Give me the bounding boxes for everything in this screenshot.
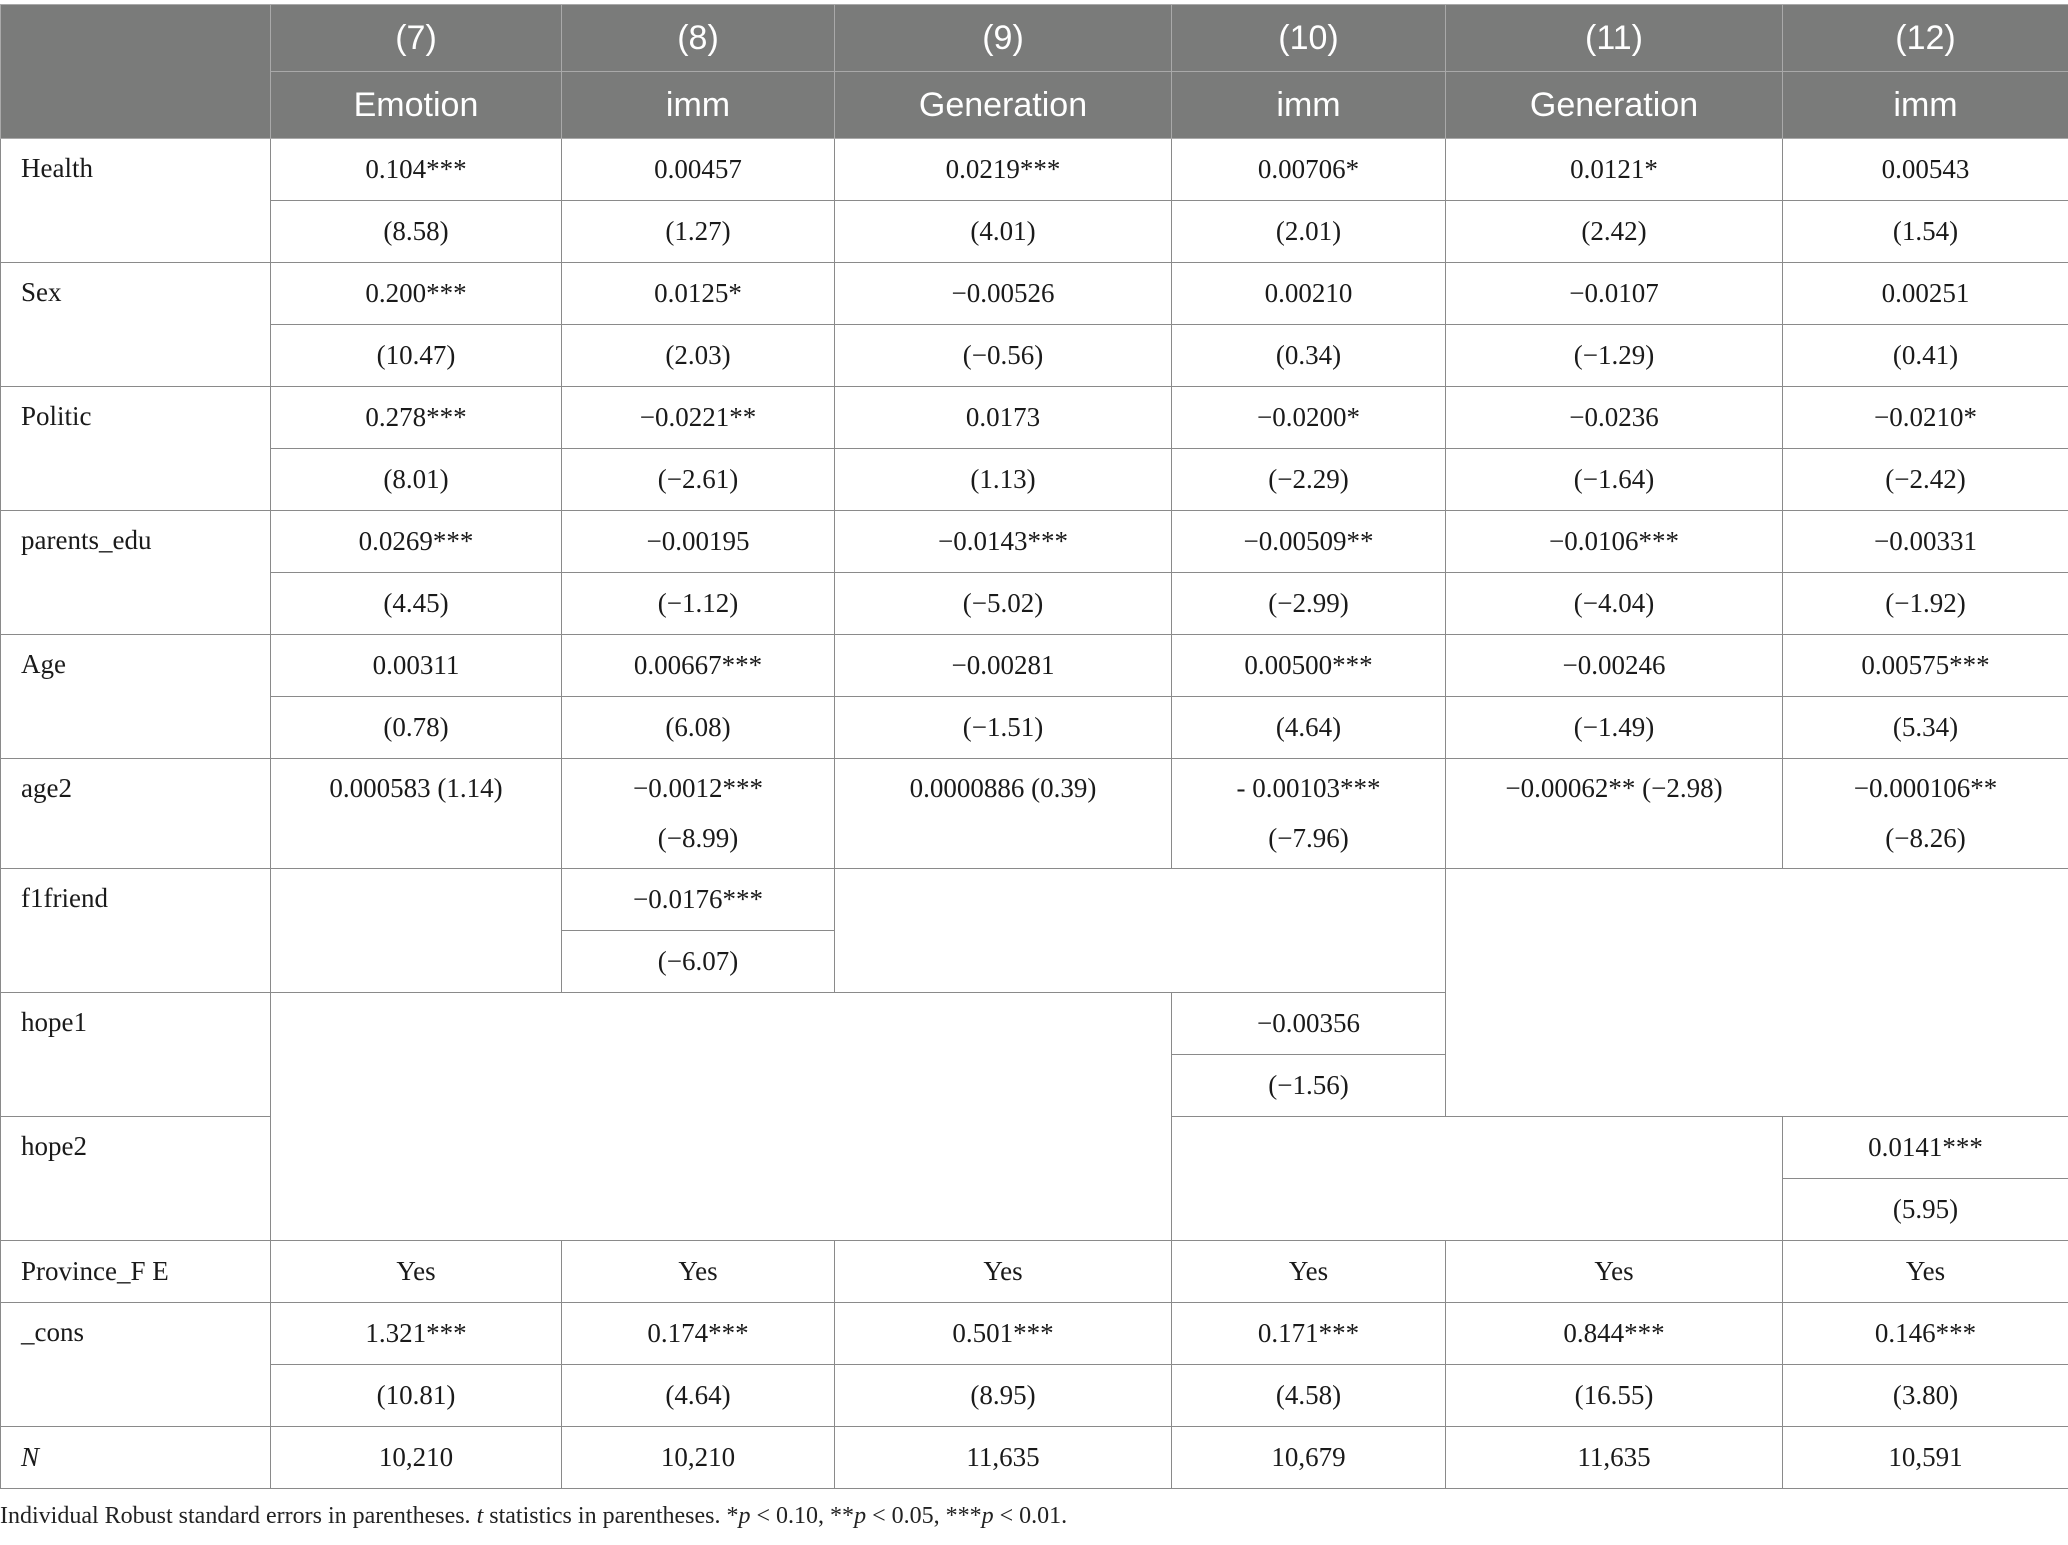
- fe-cell: Yes: [1172, 1241, 1446, 1303]
- coef-cell: 0.00543: [1783, 139, 2068, 201]
- col-number: (8): [562, 5, 835, 72]
- n-cell: 10,210: [562, 1427, 835, 1489]
- coef-cell: 0.0121*: [1446, 139, 1783, 201]
- table-row: [1, 1365, 2068, 1427]
- table-row: [1, 387, 2068, 449]
- coef-cell: 0.0219***: [835, 139, 1172, 201]
- empty-cell: [1172, 1117, 1783, 1241]
- empty-cell: [271, 993, 1172, 1241]
- coef-cell: 0.00575***: [1783, 635, 2068, 697]
- row-label: Province_F E: [1, 1241, 271, 1303]
- coef-cell: [562, 759, 835, 869]
- tstat-cell: (0.34): [1172, 325, 1446, 387]
- tstat-value: (−8.26): [1885, 823, 1966, 853]
- coef-cell: −0.00526: [835, 263, 1172, 325]
- coef-cell: 0.844***: [1446, 1303, 1783, 1365]
- fe-cell: Yes: [562, 1241, 835, 1303]
- table-row: [1, 263, 2068, 325]
- table-row: [1, 511, 2068, 573]
- n-cell: 10,210: [271, 1427, 562, 1489]
- coef-cell: 0.00667***: [562, 635, 835, 697]
- fe-cell: Yes: [1783, 1241, 2068, 1303]
- tstat-value: (−7.96): [1268, 823, 1349, 853]
- col-name: Emotion: [271, 72, 562, 139]
- tstat-cell: (4.58): [1172, 1365, 1446, 1427]
- row-label: N: [1, 1427, 271, 1489]
- col-number: (10): [1172, 5, 1446, 72]
- n-cell: 11,635: [1446, 1427, 1783, 1489]
- coef-cell: 0.171***: [1172, 1303, 1446, 1365]
- tstat-cell: (4.45): [271, 573, 562, 635]
- row-label: Age: [1, 635, 271, 759]
- tstat-cell: (−1.56): [1172, 1055, 1446, 1117]
- tstat-cell: (1.54): [1783, 201, 2068, 263]
- coef-cell: 0.501***: [835, 1303, 1172, 1365]
- row-label: Politic: [1, 387, 271, 511]
- coef-cell: 0.146***: [1783, 1303, 2068, 1365]
- tstat-cell: (8.95): [835, 1365, 1172, 1427]
- coef-cell: −0.00062** (−2.98): [1446, 759, 1783, 869]
- coef-cell: 0.174***: [562, 1303, 835, 1365]
- coef-cell: 0.0173: [835, 387, 1172, 449]
- tstat-cell: (−2.99): [1172, 573, 1446, 635]
- tstat-cell: (2.01): [1172, 201, 1446, 263]
- tstat-cell: (−4.04): [1446, 573, 1783, 635]
- table-row: [1, 573, 2068, 635]
- table-row: [1, 1427, 2068, 1489]
- coef-cell: 0.0141***: [1783, 1117, 2068, 1179]
- tstat-cell: (−2.29): [1172, 449, 1446, 511]
- header-row-names: [1, 72, 2068, 139]
- tstat-cell: (4.01): [835, 201, 1172, 263]
- tstat-cell: (−1.29): [1446, 325, 1783, 387]
- coef-cell: −0.0200*: [1172, 387, 1446, 449]
- row-label: f1friend: [1, 869, 271, 993]
- col-number: (7): [271, 5, 562, 72]
- empty-cell: [835, 869, 1446, 993]
- coef-cell: −0.00246: [1446, 635, 1783, 697]
- n-cell: 11,635: [835, 1427, 1172, 1489]
- coef-cell: 0.00706*: [1172, 139, 1446, 201]
- table-row: [1, 869, 2068, 931]
- row-label: Sex: [1, 263, 271, 387]
- tstat-cell: (0.41): [1783, 325, 2068, 387]
- coef-cell: −0.00509**: [1172, 511, 1446, 573]
- col-number: (12): [1783, 5, 2068, 72]
- coef-cell: −0.0221**: [562, 387, 835, 449]
- table-row: [1, 1241, 2068, 1303]
- coef-value: −0.0012***: [633, 773, 763, 803]
- regression-table: [0, 4, 2068, 1489]
- tstat-cell: (4.64): [1172, 697, 1446, 759]
- col-number: (11): [1446, 5, 1783, 72]
- coef-cell: 0.00457: [562, 139, 835, 201]
- coef-cell: −0.0143***: [835, 511, 1172, 573]
- table-footnote: [0, 1503, 2068, 1530]
- note-text: Individual Robust standard errors in parentheses.: [0, 1503, 477, 1529]
- tstat-cell: (0.78): [271, 697, 562, 759]
- tstat-cell: (8.58): [271, 201, 562, 263]
- tstat-cell: (−6.07): [562, 931, 835, 993]
- coef-value: −0.000106**: [1853, 773, 1998, 803]
- tstat-cell: (6.08): [562, 697, 835, 759]
- note-italic: p: [981, 1503, 994, 1529]
- tstat-cell: (−0.56): [835, 325, 1172, 387]
- tstat-cell: (10.81): [271, 1365, 562, 1427]
- note-text: statistics in parentheses. *: [483, 1503, 739, 1529]
- header-corner: [1, 5, 271, 139]
- row-label: hope1: [1, 993, 271, 1117]
- coef-value: - 0.00103***: [1236, 773, 1381, 803]
- row-label: _cons: [1, 1303, 271, 1427]
- tstat-cell: (2.03): [562, 325, 835, 387]
- coef-cell: −0.0210*: [1783, 387, 2068, 449]
- tstat-cell: (5.95): [1783, 1179, 2068, 1241]
- note-italic: p: [854, 1503, 867, 1529]
- coef-cell: [1172, 759, 1446, 869]
- coef-cell: −0.00281: [835, 635, 1172, 697]
- coef-cell: 0.00210: [1172, 263, 1446, 325]
- tstat-cell: (10.47): [271, 325, 562, 387]
- coef-cell: 0.00500***: [1172, 635, 1446, 697]
- tstat-cell: (−1.51): [835, 697, 1172, 759]
- coef-cell: −0.0236: [1446, 387, 1783, 449]
- tstat-cell: (2.42): [1446, 201, 1783, 263]
- tstat-cell: (1.27): [562, 201, 835, 263]
- row-label: age2: [1, 759, 271, 869]
- coef-cell: [1783, 759, 2068, 869]
- table-row: [1, 697, 2068, 759]
- tstat-value: (−8.99): [657, 823, 739, 853]
- note-text: < 0.01.: [993, 1503, 1068, 1529]
- col-name: Generation: [1446, 72, 1783, 139]
- table-row: [1, 449, 2068, 511]
- coef-cell: −0.0107: [1446, 263, 1783, 325]
- coef-cell: 0.0000886 (0.39): [835, 759, 1172, 869]
- table-row: [1, 1303, 2068, 1365]
- col-name: imm: [562, 72, 835, 139]
- coef-cell: 0.000583 (1.14): [271, 759, 562, 869]
- coef-cell: 1.321***: [271, 1303, 562, 1365]
- coef-cell: 0.278***: [271, 387, 562, 449]
- table-row: [1, 139, 2068, 201]
- header-row-numbers: [1, 5, 2068, 72]
- tstat-cell: (16.55): [1446, 1365, 1783, 1427]
- empty-cell: [1446, 869, 2068, 1117]
- table-row: [1, 201, 2068, 263]
- table-row: [1, 325, 2068, 387]
- table-row: [1, 759, 2068, 869]
- note-text: < 0.05, ***: [866, 1503, 982, 1529]
- row-label: Health: [1, 139, 271, 263]
- tstat-cell: (−1.12): [562, 573, 835, 635]
- row-label: parents_edu: [1, 511, 271, 635]
- note-italic: p: [738, 1503, 751, 1529]
- tstat-cell: (−2.61): [562, 449, 835, 511]
- note-italic: t: [476, 1503, 484, 1529]
- coef-cell: −0.0106***: [1446, 511, 1783, 573]
- coef-cell: −0.00331: [1783, 511, 2068, 573]
- tstat-cell: (8.01): [271, 449, 562, 511]
- col-name: Generation: [835, 72, 1172, 139]
- tstat-cell: (−5.02): [835, 573, 1172, 635]
- coef-cell: 0.00311: [271, 635, 562, 697]
- coef-cell: −0.00195: [562, 511, 835, 573]
- note-text: < 0.10, **: [750, 1503, 855, 1529]
- col-name: imm: [1172, 72, 1446, 139]
- fe-cell: Yes: [1446, 1241, 1783, 1303]
- coef-cell: 0.200***: [271, 263, 562, 325]
- n-cell: 10,591: [1783, 1427, 2068, 1489]
- coef-cell: −0.00356: [1172, 993, 1446, 1055]
- tstat-cell: (−1.64): [1446, 449, 1783, 511]
- empty-cell: [271, 869, 562, 993]
- table-row: [1, 635, 2068, 697]
- tstat-cell: (−1.92): [1783, 573, 2068, 635]
- col-number: (9): [835, 5, 1172, 72]
- tstat-cell: (3.80): [1783, 1365, 2068, 1427]
- coef-cell: 0.0125*: [562, 263, 835, 325]
- coef-cell: 0.0269***: [271, 511, 562, 573]
- tstat-cell: (−1.49): [1446, 697, 1783, 759]
- tstat-cell: (4.64): [562, 1365, 835, 1427]
- row-label: hope2: [1, 1117, 271, 1241]
- tstat-cell: (5.34): [1783, 697, 2068, 759]
- tstat-cell: (1.13): [835, 449, 1172, 511]
- n-cell: 10,679: [1172, 1427, 1446, 1489]
- coef-cell: 0.104***: [271, 139, 562, 201]
- fe-cell: Yes: [271, 1241, 562, 1303]
- tstat-cell: (−2.42): [1783, 449, 2068, 511]
- fe-cell: Yes: [835, 1241, 1172, 1303]
- col-name: imm: [1783, 72, 2068, 139]
- coef-cell: 0.00251: [1783, 263, 2068, 325]
- coef-cell: −0.0176***: [562, 869, 835, 931]
